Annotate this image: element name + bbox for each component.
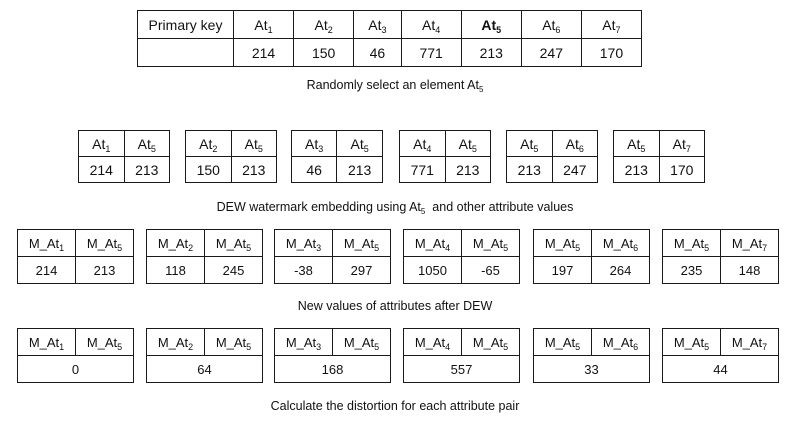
attr-value: 46 bbox=[354, 39, 401, 67]
pair-value: 213 bbox=[445, 157, 491, 183]
pair-header: $At_5$ bbox=[231, 131, 277, 157]
caption-distortion: Calculate the distortion for each attribute pair bbox=[270, 399, 520, 413]
pair-header: $At_5$ bbox=[124, 131, 170, 157]
dew-value: -38 bbox=[275, 257, 333, 284]
dew-table bbox=[17, 229, 134, 284]
dew-header: $M\_At_5$ bbox=[205, 329, 263, 356]
attr-header: $At_2$ bbox=[294, 11, 354, 39]
distortion-table bbox=[662, 328, 779, 383]
dew-header: $M\_At_2$ bbox=[147, 230, 205, 257]
dew-header: $M\_At_5$ bbox=[76, 329, 134, 356]
dew-header: $M\_At_3$ bbox=[275, 329, 333, 356]
dew-table bbox=[146, 229, 263, 284]
primary-key-cell bbox=[138, 39, 234, 67]
dew-value: 214 bbox=[18, 257, 76, 284]
dew-header: $M\_At_5$ bbox=[663, 230, 721, 257]
dew-header: $M\_At_4$ bbox=[404, 230, 462, 257]
attr-header: $At_1$ bbox=[234, 11, 294, 39]
distortion-table bbox=[146, 328, 263, 383]
dew-header: $M\_At_7$ bbox=[721, 329, 779, 356]
distortion-value: 168 bbox=[275, 356, 391, 383]
main-attribute-table bbox=[137, 10, 642, 67]
pair-header: $At_2$ bbox=[186, 131, 232, 157]
caption-select: Randomly select an element $At_5$ bbox=[306, 78, 484, 94]
pair-table bbox=[399, 130, 491, 183]
pair-value: 213 bbox=[124, 157, 170, 183]
dew-value: 197 bbox=[534, 257, 592, 284]
pair-header: $At_5$ bbox=[507, 131, 553, 157]
pair-value: 150 bbox=[186, 157, 232, 183]
dew-value: 148 bbox=[721, 257, 779, 284]
pair-table bbox=[506, 130, 598, 183]
dew-value: 297 bbox=[333, 257, 391, 284]
pair-header: $At_7$ bbox=[659, 131, 705, 157]
distortion-value: 64 bbox=[147, 356, 263, 383]
dew-table bbox=[662, 229, 779, 284]
distortion-table bbox=[533, 328, 650, 383]
pair-value: 247 bbox=[552, 157, 598, 183]
dew-header: $M\_At_7$ bbox=[721, 230, 779, 257]
dew-value: 235 bbox=[663, 257, 721, 284]
pair-header: $At_6$ bbox=[552, 131, 598, 157]
distortion-value: 44 bbox=[663, 356, 779, 383]
dew-header: $M\_At_5$ bbox=[462, 329, 520, 356]
dew-header: $M\_At_5$ bbox=[534, 329, 592, 356]
distortion-table bbox=[403, 328, 520, 383]
pair-header: $At_5$ bbox=[337, 131, 383, 157]
pair-value: 771 bbox=[400, 157, 446, 183]
dew-header: $M\_At_5$ bbox=[205, 230, 263, 257]
dew-header: $M\_At_1$ bbox=[18, 329, 76, 356]
distortion-value: 0 bbox=[18, 356, 134, 383]
dew-header: $M\_At_5$ bbox=[76, 230, 134, 257]
dew-header: $M\_At_5$ bbox=[534, 230, 592, 257]
primary-key-header: Primary key bbox=[138, 11, 234, 39]
pair-value: 214 bbox=[79, 157, 125, 183]
dew-table bbox=[403, 229, 520, 284]
dew-value: -65 bbox=[462, 257, 520, 284]
pair-header: $At_4$ bbox=[400, 131, 446, 157]
pair-table bbox=[78, 130, 170, 183]
attr-value: 170 bbox=[581, 39, 641, 67]
dew-value: 118 bbox=[147, 257, 205, 284]
pair-value: 213 bbox=[337, 157, 383, 183]
pair-table bbox=[291, 130, 383, 183]
dew-header: $M\_At_6$ bbox=[592, 329, 650, 356]
attr-header: $At_6$ bbox=[521, 11, 581, 39]
pair-header: $At_5$ bbox=[614, 131, 660, 157]
attr-value: 247 bbox=[521, 39, 581, 67]
caption-embed: DEW watermark embedding using $At_5$ and other attribute values bbox=[216, 200, 574, 216]
attr-value-selected: 213 bbox=[461, 39, 521, 67]
dew-table bbox=[274, 229, 391, 284]
attr-header: $At_4$ bbox=[401, 11, 461, 39]
pair-header: $At_5$ bbox=[445, 131, 491, 157]
distortion-table bbox=[17, 328, 134, 383]
attr-value: 771 bbox=[401, 39, 461, 67]
dew-value: 245 bbox=[205, 257, 263, 284]
main-header-row bbox=[138, 11, 642, 39]
attr-header: $At_7$ bbox=[581, 11, 641, 39]
dew-header: $M\_At_2$ bbox=[147, 329, 205, 356]
attr-header: $At_3$ bbox=[354, 11, 401, 39]
pair-value: 213 bbox=[231, 157, 277, 183]
dew-value: 264 bbox=[592, 257, 650, 284]
pair-header: $At_1$ bbox=[79, 131, 125, 157]
distortion-value: 33 bbox=[534, 356, 650, 383]
attr-header-selected: $At_5$ bbox=[461, 11, 521, 39]
pair-header: $At_3$ bbox=[292, 131, 337, 157]
main-value-row bbox=[138, 39, 642, 67]
dew-header: $M\_At_5$ bbox=[333, 329, 391, 356]
pair-value: 46 bbox=[292, 157, 337, 183]
dew-header: $M\_At_5$ bbox=[333, 230, 391, 257]
attr-value: 150 bbox=[294, 39, 354, 67]
distortion-table bbox=[274, 328, 391, 383]
pair-value: 213 bbox=[614, 157, 660, 183]
dew-header: $M\_At_5$ bbox=[663, 329, 721, 356]
dew-header: $M\_At_4$ bbox=[404, 329, 462, 356]
pair-table bbox=[613, 130, 705, 183]
dew-table bbox=[533, 229, 650, 284]
dew-header: $M\_At_1$ bbox=[18, 230, 76, 257]
pair-table bbox=[185, 130, 277, 183]
dew-header: $M\_At_6$ bbox=[592, 230, 650, 257]
attr-value: 214 bbox=[234, 39, 294, 67]
pair-value: 213 bbox=[507, 157, 553, 183]
pair-value: 170 bbox=[659, 157, 705, 183]
dew-header: $M\_At_5$ bbox=[462, 230, 520, 257]
dew-header: $M\_At_3$ bbox=[275, 230, 333, 257]
distortion-value: 557 bbox=[404, 356, 520, 383]
caption-new-values: New values of attributes after DEW bbox=[297, 299, 493, 313]
dew-value: 1050 bbox=[404, 257, 462, 284]
dew-value: 213 bbox=[76, 257, 134, 284]
